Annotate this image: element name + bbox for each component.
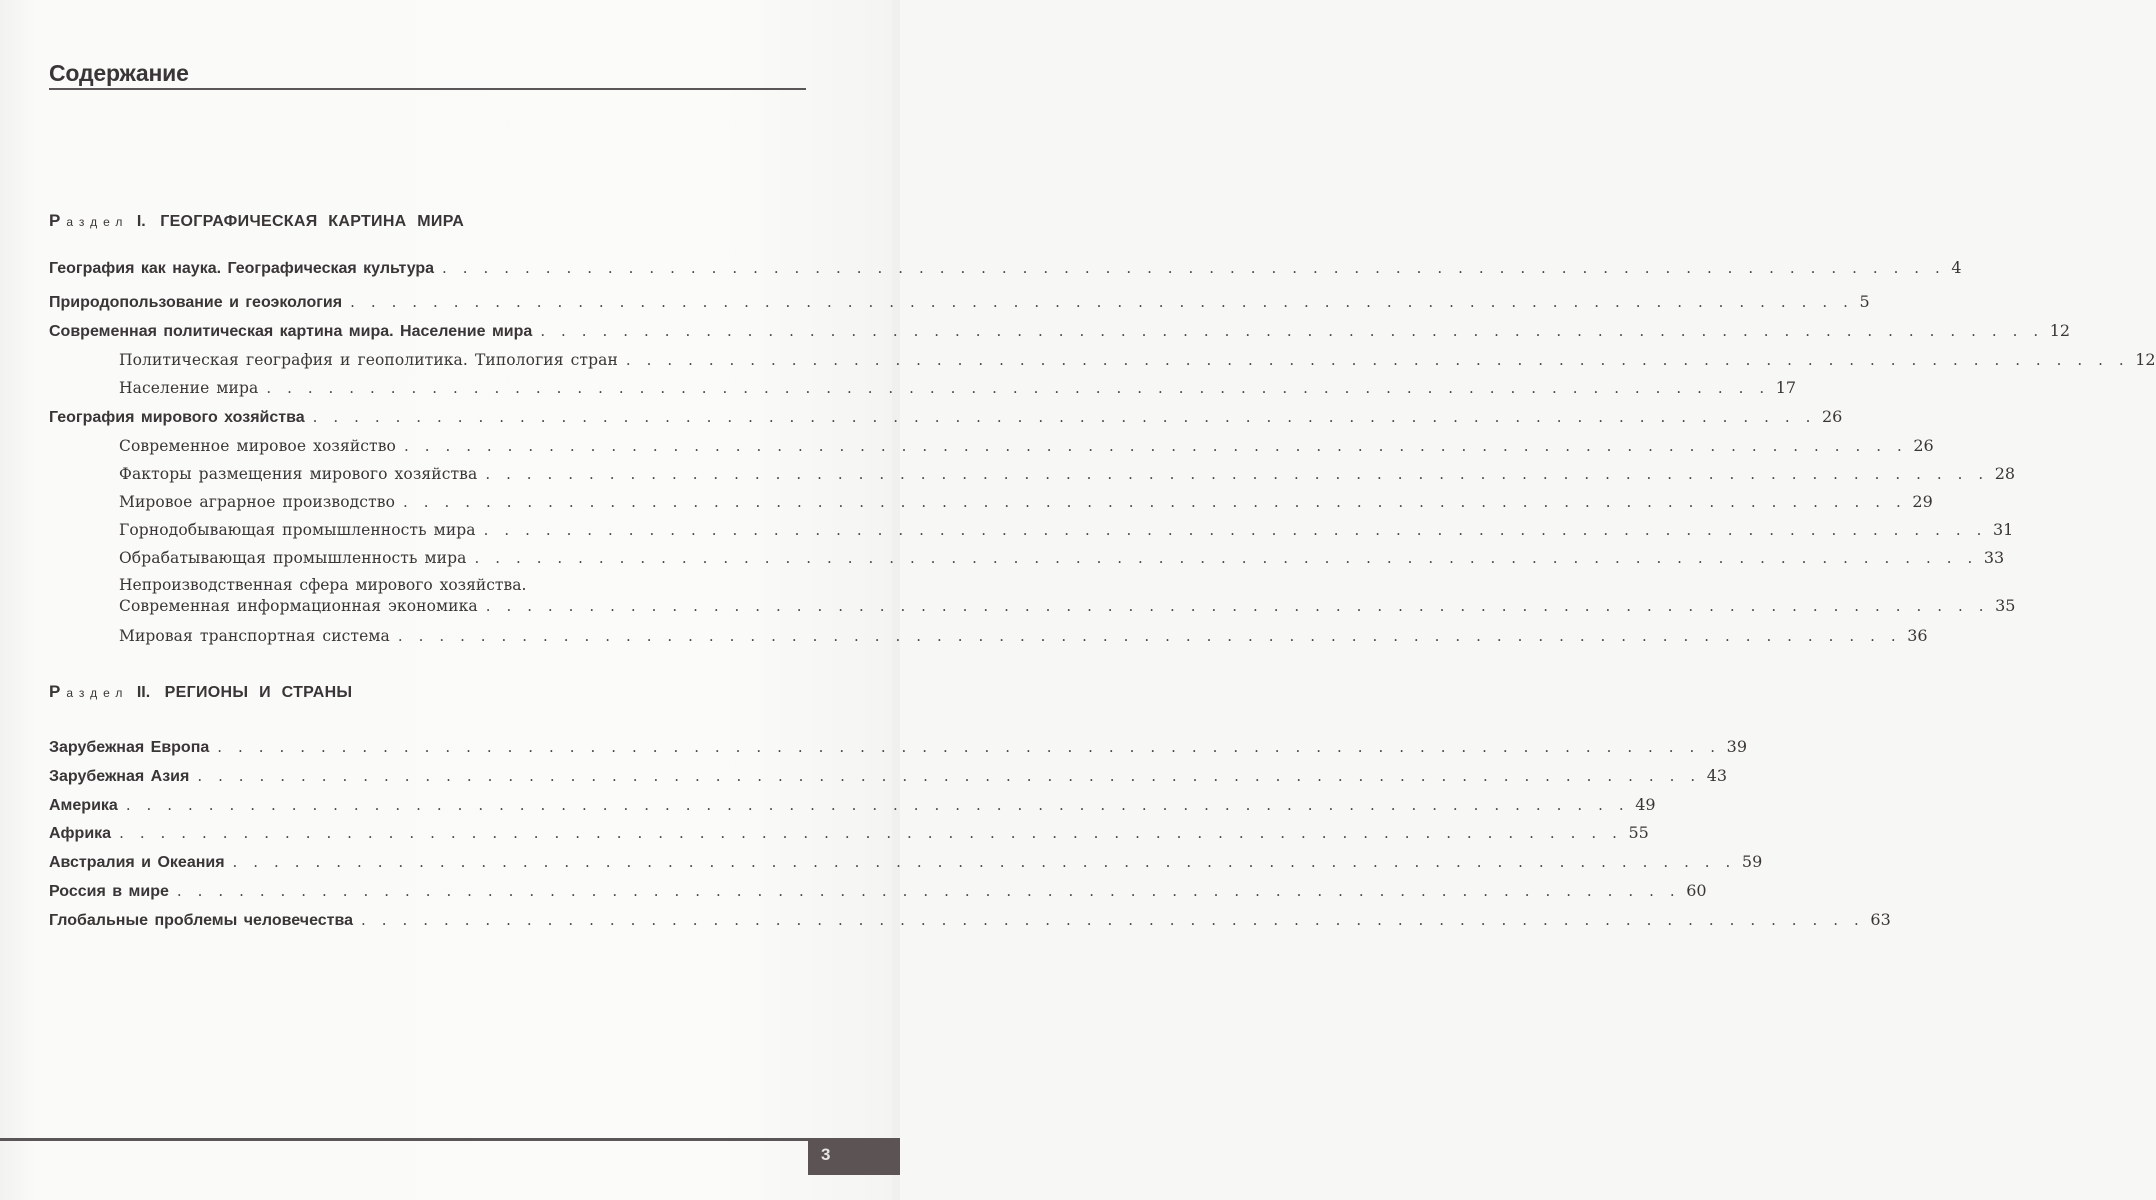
toc-subentry[interactable] — [119, 520, 2014, 539]
leader-dots: . . . . . . . . . . . . . . . . . . . . . . . . . . . . . . . . . . . . . . . . . . . . . . . . . . . . . . . . . . . . . . . . . . . . . . . . . — [176, 882, 1681, 900]
toc-subentry[interactable] — [119, 464, 2016, 483]
toc-subentry-label: Факторы размещения мирового хозяйства — [119, 465, 478, 483]
toc-entry[interactable] — [49, 258, 1962, 278]
toc-subentry-label: Мировое аграрное производство — [119, 493, 396, 511]
toc-subentry-page: 26 — [1913, 436, 1934, 455]
leader-dots: . . . . . . . . . . . . . . . . . . . . . . . . . . . . . . . . . . . . . . . . . . . . . . . . . . . . . . . . . . . . . . . . . . . . . . . . . — [403, 493, 1907, 511]
leader-dots: . . . . . . . . . . . . . . . . . . . . . . . . . . . . . . . . . . . . . . . . . . . . . . . . . . . . . . . . . . . . . . . . . . . . . . . . . — [625, 351, 2130, 369]
leader-dots: . . . . . . . . . . . . . . . . . . . . . . . . . . . . . . . . . . . . . . . . . . . . . . . . . . . . . . . . . . . . . . . . . . . . . . . . . — [312, 408, 1816, 426]
leader-dots: . . . . . . . . . . . . . . . . . . . . . . . . . . . . . . . . . . . . . . . . . . . . . . . . . . . . . . . . . . . . . . . . . . . . . . . . . — [442, 259, 1946, 277]
section-word-cap: Р — [49, 682, 67, 701]
leader-dots: . . . . . . . . . . . . . . . . . . . . . . . . . . . . . . . . . . . . . . . . . . . . . . . . . . . . . . . . . . . . . . . . . . . . . . . . . — [540, 322, 2044, 340]
toc-entry-page: 49 — [1635, 795, 1656, 814]
toc-subentry-label: Политическая география и геополитика. Типология стран — [119, 351, 618, 369]
toc-subentry[interactable] — [119, 548, 2005, 567]
toc-entry-label: Зарубежная Европа — [49, 739, 210, 756]
page-number: 3 — [821, 1145, 831, 1164]
toc-subentry-label-line1: Непроизводственная сфера мирового хозяйства. — [119, 576, 527, 594]
toc-subentry-label: Население мира — [119, 379, 259, 397]
toc-entry-label: Глобальные проблемы человечества — [49, 912, 354, 929]
toc-entry-page: 59 — [1741, 852, 1763, 871]
leader-dots: . . . . . . . . . . . . . . . . . . . . . . . . . . . . . . . . . . . . . . . . . . . . . . . . . . . . . . . . . . . . . . . . . . . . . . . . . — [403, 437, 1908, 455]
toc-subentry-page: 31 — [1993, 520, 2014, 539]
leader-dots: . . . . . . . . . . . . . . . . . . . . . . . . . . . . . . . . . . . . . . . . . . . . . . . . . . . . . . . . . . . . . . . . . . . . . . . . . — [232, 853, 1736, 871]
toc-entry[interactable] — [49, 910, 1891, 930]
toc-subentry[interactable] — [119, 626, 1928, 645]
section-numeral: II. — [136, 684, 151, 701]
toc-entry[interactable] — [49, 766, 1728, 786]
toc-entry[interactable] — [49, 852, 1763, 872]
toc-entry[interactable] — [49, 795, 1656, 815]
leader-dots: . . . . . . . . . . . . . . . . . . . . . . . . . . . . . . . . . . . . . . . . . . . . . . . . . . . . . . . . . . . . . . . . . . . . . . . . . — [361, 911, 1865, 929]
toc-entry-page: 4 — [1951, 258, 1962, 277]
toc-entry[interactable] — [49, 881, 1707, 901]
toc-entry-page: 26 — [1822, 407, 1843, 426]
footer-rule — [0, 1138, 900, 1141]
leader-dots: . . . . . . . . . . . . . . . . . . . . . . . . . . . . . . . . . . . . . . . . . . . . . . . . . . . . . . . . . . . . . . . . . . . . . . . . . — [397, 627, 1902, 645]
toc-subentry-page: 36 — [1907, 626, 1928, 645]
leader-dots: . . . . . . . . . . . . . . . . . . . . . . . . . . . . . . . . . . . . . . . . . . . . . . . . . . . . . . . . . . . . . . . . . . . . . . . . . — [197, 767, 1701, 785]
toc-entry-label: Природопользование и геоэкология — [49, 294, 343, 311]
toc-subentry-label: Современная информационная экономика — [119, 597, 478, 615]
leader-dots: . . . . . . . . . . . . . . . . . . . . . . . . . . . . . . . . . . . . . . . . . . . . . . . . . . . . . . . . . . . . . . . . . . . . . . . . . — [474, 549, 1978, 567]
leader-dots: . . . . . . . . . . . . . . . . . . . . . . . . . . . . . . . . . . . . . . . . . . . . . . . . . . . . . . . . . . . . . . . . . . . . . . . . . — [483, 521, 1987, 539]
toc-subentry-page: 12 — [2135, 350, 2156, 369]
leader-dots: . . . . . . . . . . . . . . . . . . . . . . . . . . . . . . . . . . . . . . . . . . . . . . . . . . . . . . . . . . . . . . . . . . . . . . . . . — [119, 824, 1623, 842]
section-header-1 — [49, 211, 464, 231]
toc-subentry-label: Обрабатывающая промышленность мира — [119, 549, 467, 567]
toc-entry-page: 39 — [1726, 737, 1747, 756]
page-title: Содержание — [49, 60, 189, 86]
toc-entry[interactable] — [49, 292, 1870, 312]
section-word — [49, 213, 128, 230]
leader-dots: . . . . . . . . . . . . . . . . . . . . . . . . . . . . . . . . . . . . . . . . . . . . . . . . . . . . . . . . . . . . . . . . . . . . . . . . . — [485, 597, 1990, 615]
section-title: РЕГИОНЫ И СТРАНЫ — [164, 684, 353, 701]
section-word-rest: аздел — [66, 215, 129, 229]
toc-subentry[interactable] — [119, 436, 1934, 455]
toc-subentry-label: Мировая транспортная система — [119, 627, 390, 645]
leader-dots: . . . . . . . . . . . . . . . . . . . . . . . . . . . . . . . . . . . . . . . . . . . . . . . . . . . . . . . . . . . . . . . . . . . . . . . . . — [125, 796, 1630, 814]
leader-dots: . . . . . . . . . . . . . . . . . . . . . . . . . . . . . . . . . . . . . . . . . . . . . . . . . . . . . . . . . . . . . . . . . . . . . . . . . — [485, 465, 1989, 483]
section-word-rest: аздел — [66, 686, 129, 700]
toc-entry-page: 60 — [1686, 881, 1707, 900]
heading-rule — [49, 88, 806, 90]
toc-subentry-page: 29 — [1912, 492, 1933, 511]
toc-entry-label: Австралия и Океания — [49, 854, 225, 871]
toc-subentry-page: 35 — [1995, 596, 2016, 615]
leader-dots: . . . . . . . . . . . . . . . . . . . . . . . . . . . . . . . . . . . . . . . . . . . . . . . . . . . . . . . . . . . . . . . . . . . . . . . . . — [350, 293, 1854, 311]
toc-subentry-label: Современное мировое хозяйство — [119, 437, 396, 455]
toc-entry-label: Современная политическая картина мира. Население мира — [49, 323, 533, 340]
section-word-cap: Р — [49, 211, 67, 230]
section-word — [49, 684, 128, 701]
page-number-tab — [808, 1139, 900, 1175]
toc-entry-label: География мирового хозяйства — [49, 409, 305, 426]
toc-subentry[interactable] — [119, 378, 1797, 397]
toc-entry-page: 5 — [1859, 292, 1870, 311]
toc-subentry-page: 17 — [1775, 378, 1797, 397]
section-title: ГЕОГРАФИЧЕСКАЯ КАРТИНА МИРА — [160, 213, 465, 230]
leader-dots: . . . . . . . . . . . . . . . . . . . . . . . . . . . . . . . . . . . . . . . . . . . . . . . . . . . . . . . . . . . . . . . . . . . . . . . . . — [266, 379, 1770, 397]
toc-entry[interactable] — [49, 407, 1843, 427]
toc-subentry — [119, 596, 2016, 615]
toc-subentry-page: 33 — [1983, 548, 2005, 567]
toc-entry-label: География как наука. Географическая культура — [49, 260, 435, 277]
toc-entry-page: 55 — [1628, 823, 1649, 842]
toc-entry-label: Россия в мире — [49, 883, 169, 900]
toc-subentry-label: Горнодобывающая промышленность мира — [119, 521, 476, 539]
toc-entry-label: Африка — [49, 825, 112, 842]
toc-entry-page: 63 — [1870, 910, 1891, 929]
toc-subentry-page: 28 — [1994, 464, 2016, 483]
toc-entry-label: Америка — [49, 797, 118, 814]
toc-entry-page: 43 — [1706, 766, 1728, 785]
toc-subentry-multiline[interactable] — [119, 576, 2016, 615]
toc-entry[interactable] — [49, 321, 2071, 341]
toc-entry-label: Зарубежная Азия — [49, 768, 190, 785]
toc-subentry[interactable] — [119, 350, 2156, 369]
section-header-2 — [49, 682, 352, 702]
section-numeral: I. — [136, 213, 146, 230]
toc-subentry[interactable] — [119, 492, 1933, 511]
toc-entry-page: 12 — [2049, 321, 2071, 340]
leader-dots: . . . . . . . . . . . . . . . . . . . . . . . . . . . . . . . . . . . . . . . . . . . . . . . . . . . . . . . . . . . . . . . . . . . . . . . . . — [217, 738, 1721, 756]
toc-entry[interactable] — [49, 823, 1649, 843]
toc-entry[interactable] — [49, 737, 1747, 757]
